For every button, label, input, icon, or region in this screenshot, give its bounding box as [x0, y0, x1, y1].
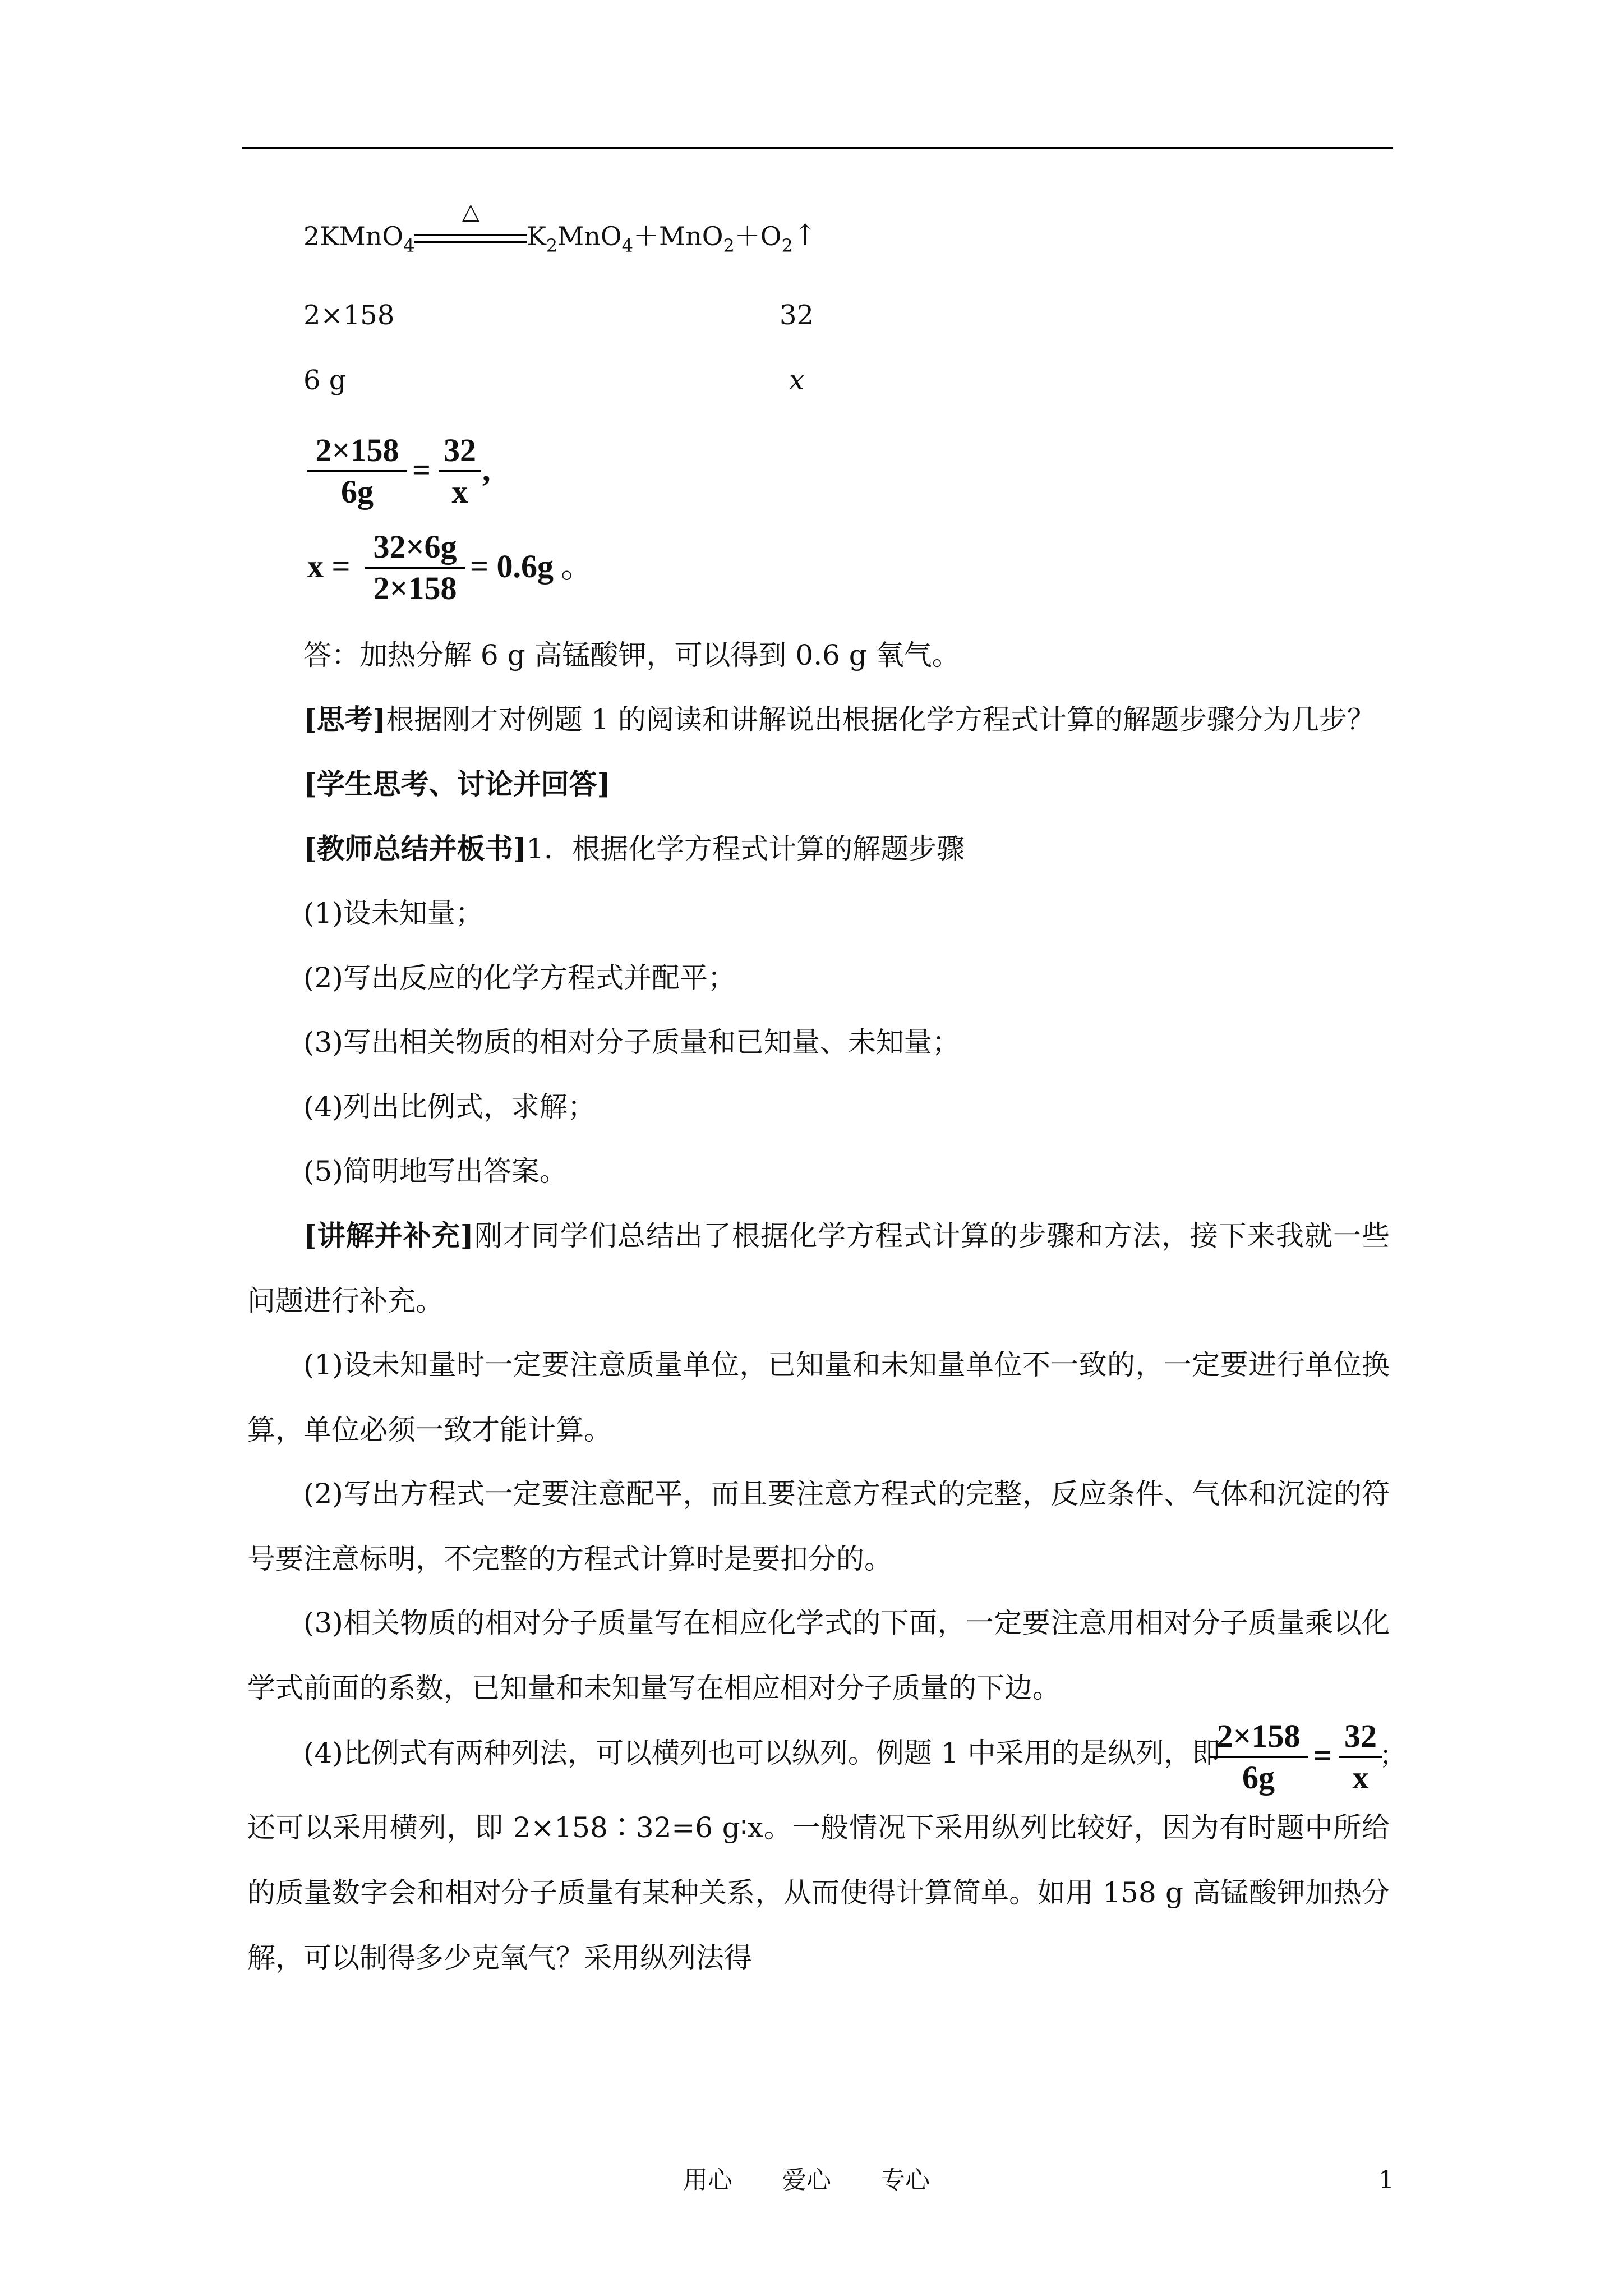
note-4-fraction-right: 32 x — [1339, 1717, 1382, 1797]
fraction-left: 2×158 6g — [307, 431, 407, 512]
row1-left: 2×158 — [303, 300, 395, 331]
fraction-right: 32 x — [439, 431, 481, 512]
note-4-fraction-left: 2×158 6g — [1209, 1717, 1308, 1797]
page-number: 1 — [1378, 2166, 1394, 2194]
comma: , — [482, 452, 491, 488]
step-3: (3)写出相关物质的相对分子质量和已知量、未知量； — [303, 1026, 960, 1059]
note-1: (1)设未知量时一定要注意质量单位，已知量和未知量单位不一致的，一定要进行单位换算，单位必须一致才能计算。 — [247, 1349, 1390, 1446]
note-4-semicolon: ； — [1380, 1741, 1405, 1770]
discuss-heading: [学生思考、讨论并回答] — [303, 767, 611, 800]
equation-condition: △ — [414, 227, 527, 250]
note-4-equals: = — [1313, 1737, 1332, 1774]
double-line — [414, 234, 527, 243]
equation-reactant: 2KMnO — [303, 221, 404, 251]
explain-paragraph: [讲解并补充]刚才同学们总结出了根据化学方程式计算的步骤和方法，接下来我就一些问题进行补充。 — [247, 1219, 1390, 1317]
x-equals: x = — [307, 548, 351, 585]
step-2: (2)写出反应的化学方程式并配平； — [303, 961, 736, 994]
note-4-text: (4)比例式有两种列法，可以横列也可以纵列。例题 1 中采用的是纵列，即 — [303, 1737, 1220, 1769]
row1-right: 32 — [780, 300, 814, 331]
step-5: (5)简明地写出答案。 — [303, 1155, 568, 1188]
note-4-continuation: 还可以采用横列，即 2×158∶32=6 g∶x。一般情况下采用纵列比较好，因为有时题中所给的质量数字会和相对分子质量有某种关系，从而使得计算简单。如用 158 g 高锰酸钾加热分解，可以制得多少克氧气？采用纵列法得 — [247, 1811, 1390, 1974]
think-tag: [思考] — [303, 703, 386, 736]
step-4: (4)列出比例式，求解； — [303, 1091, 596, 1123]
fraction-solution: 32×6g 2×158 — [365, 527, 465, 608]
period: 。 — [561, 548, 594, 585]
think-paragraph: [思考]根据刚才对例题 1 的阅读和讲解说出根据化学方程式计算的解题步骤分为几步？ — [303, 703, 1375, 736]
row2-right: x — [789, 365, 805, 396]
footer-motto: 用心 爱心 专心 — [683, 2166, 930, 2194]
header-rule — [242, 147, 1393, 149]
summary-tag: [教师总结并板书] — [303, 832, 527, 865]
explain-tag: [讲解并补充] — [303, 1219, 474, 1252]
note-2: (2)写出方程式一定要注意配平，而且要注意方程式的完整，反应条件、气体和沉淀的符号要注意标明，不完整的方程式计算时是要扣分的。 — [247, 1478, 1390, 1575]
note-3: (3)相关物质的相对分子质量写在相应化学式的下面，一定要注意用相对分子质量乘以化学式前面的系数，已知量和未知量写在相应相对分子质量的下边。 — [247, 1607, 1390, 1704]
chemical-equation: 2KMnO$_4$ △ $K_2MnO_4+MnO_2+O_2↑$ — [303, 199, 818, 256]
equals-sign: = — [412, 452, 431, 488]
step-1: (1)设未知量； — [303, 897, 483, 930]
gas-arrow: ↑ — [792, 219, 818, 252]
answer-text: 答：加热分解 6 g 高锰酸钾，可以得到 0.6 g 氧气。 — [303, 639, 960, 671]
summary-paragraph: [教师总结并板书]1．根据化学方程式计算的解题步骤 — [303, 832, 965, 865]
row2-left: 6 g — [303, 365, 347, 396]
result: = 0.6g — [470, 548, 554, 585]
